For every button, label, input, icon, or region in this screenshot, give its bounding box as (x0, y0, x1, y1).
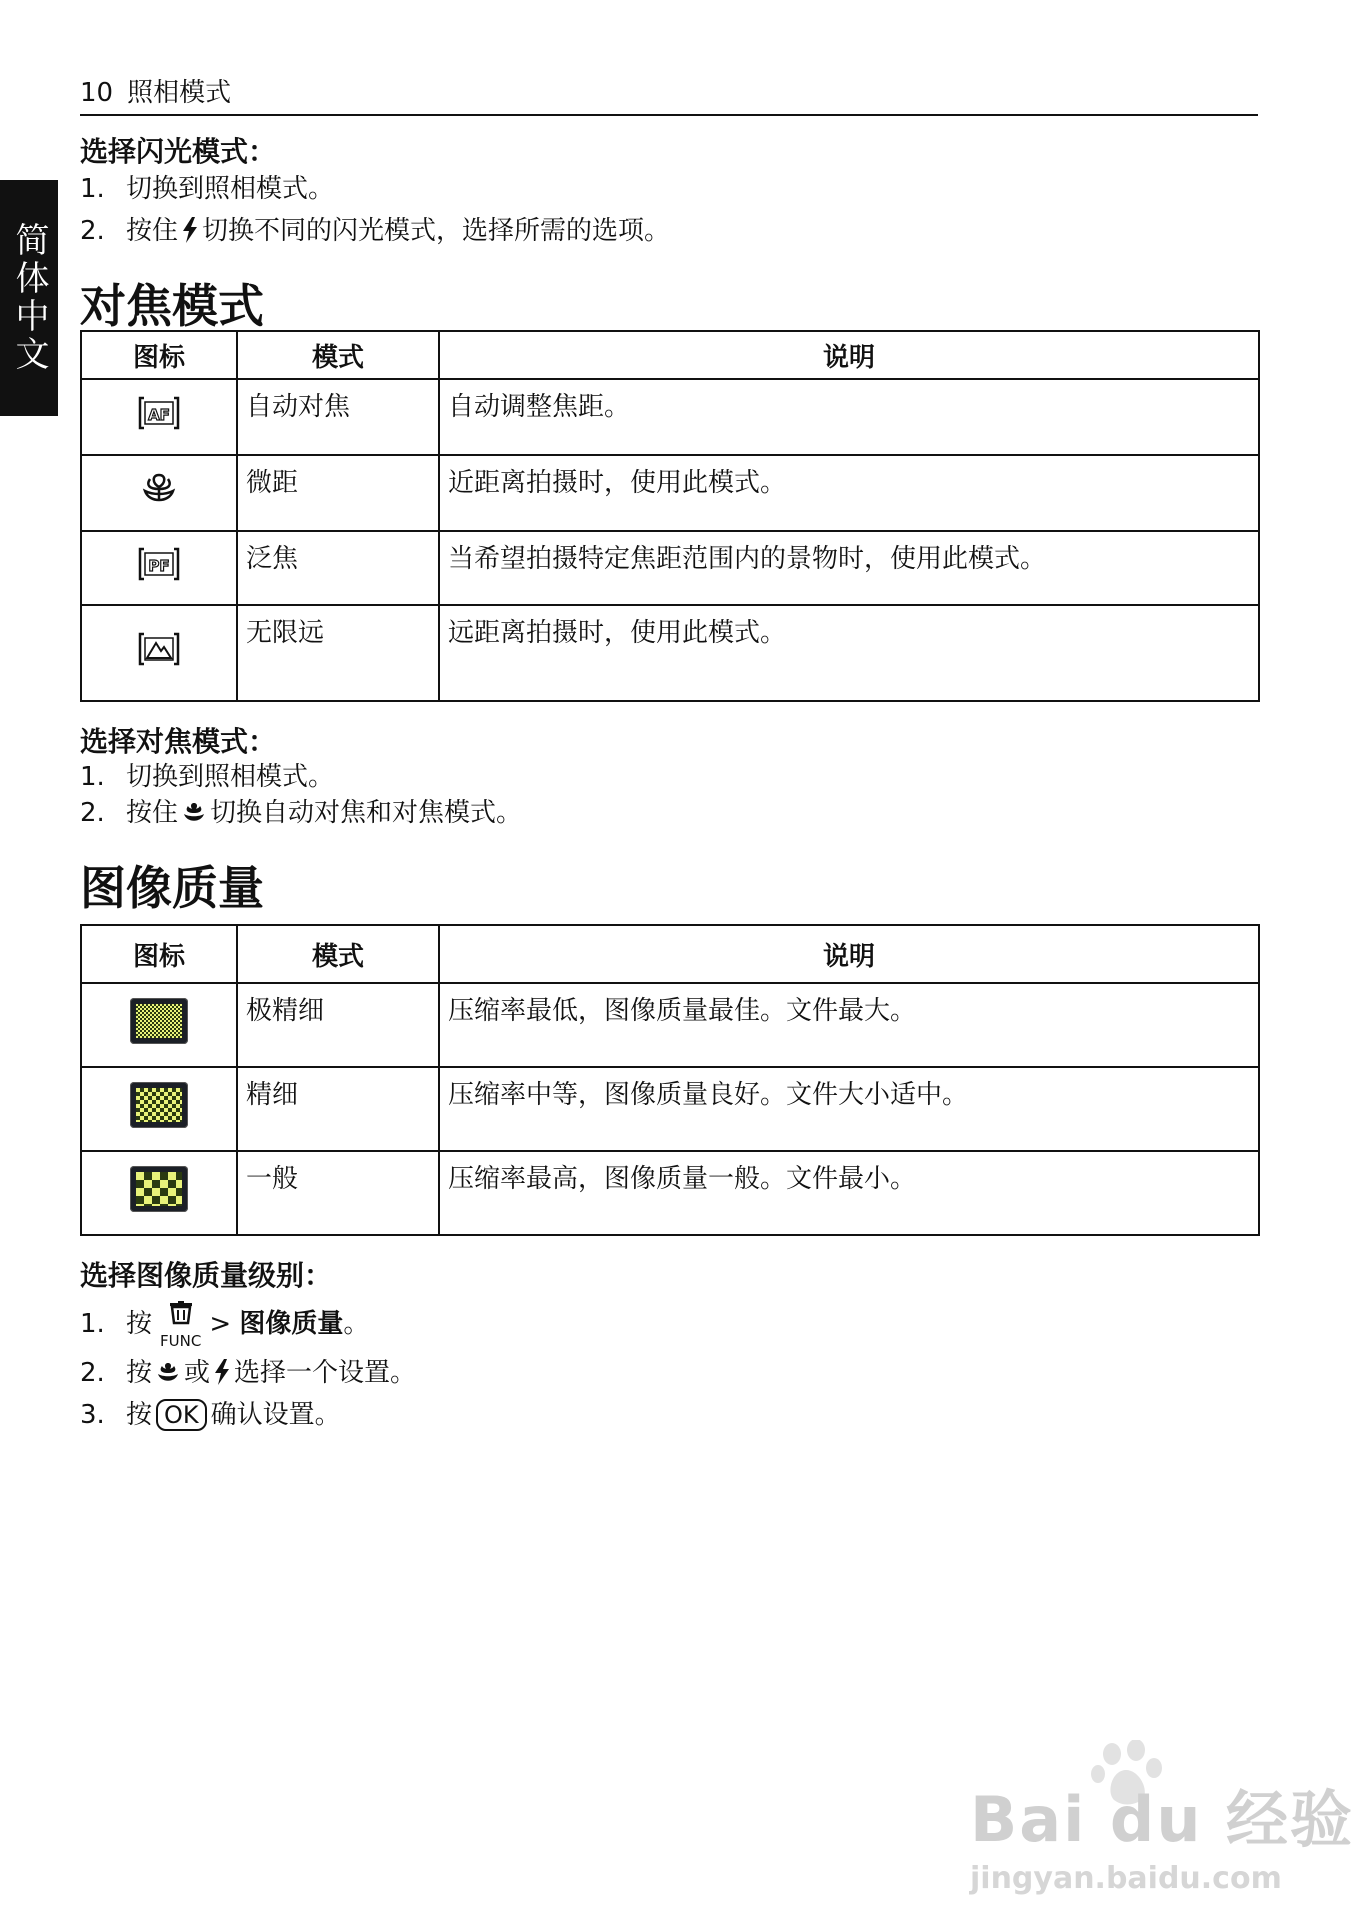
func-label: FUNC (160, 1332, 202, 1350)
flash-step-2 (80, 214, 670, 248)
table-header-row (81, 331, 1259, 379)
macro-icon (81, 455, 237, 531)
language-side-tab (0, 180, 58, 416)
af-icon (81, 379, 237, 455)
step-text-pre: 按 (126, 1358, 153, 1388)
baidu-watermark (970, 1770, 1354, 1896)
quality-step-2 (80, 1356, 416, 1390)
step-text-post: 确认设置。 (210, 1400, 341, 1430)
focus-step-2 (80, 796, 522, 830)
language-label: 简体中文 (9, 222, 49, 374)
quality-step-1 (80, 1300, 369, 1348)
col-header-desc: 说明 (439, 331, 1259, 379)
step-text-pre: 按 (126, 1400, 153, 1430)
flash-subtitle: 选择闪光模式： (80, 135, 277, 168)
table-header-row (81, 925, 1259, 983)
super-fine-icon (81, 983, 237, 1067)
normal-icon (81, 1151, 237, 1235)
fine-icon (81, 1067, 237, 1151)
step-text-pre: 按住 (126, 216, 179, 246)
table-row (81, 455, 1259, 531)
page-number: 10 (80, 78, 114, 108)
table-row (81, 379, 1259, 455)
func-button (160, 1300, 201, 1348)
quality-table (80, 924, 1260, 1236)
mode-cell: 精细 (237, 1067, 439, 1151)
desc-cell: 压缩率最低，图像质量最佳。文件最大。 (439, 983, 1259, 1067)
pf-icon (81, 531, 237, 605)
desc-cell: 近距离拍摄时，使用此模式。 (439, 455, 1259, 531)
step-text-post: 切换自动对焦和对焦模式。 (210, 798, 523, 828)
step-number: 1. (80, 762, 105, 792)
step-number: 3. (80, 1400, 105, 1430)
col-header-desc: 说明 (439, 925, 1259, 983)
watermark-brand: Bai du 经验 (970, 1783, 1355, 1856)
flash-step-1 (80, 172, 334, 206)
quality-step-3 (80, 1398, 341, 1432)
macro-icon (155, 1360, 181, 1386)
infinity-icon (81, 605, 237, 701)
step-text-post: 选择一个设置。 (234, 1358, 417, 1388)
focus-subtitle: 选择对焦模式： (80, 725, 277, 758)
step-text-end: 。 (343, 1309, 370, 1339)
step-number: 1. (80, 174, 105, 204)
table-row (81, 1067, 1259, 1151)
focus-title: 对焦模式 (80, 279, 264, 333)
desc-cell: 压缩率中等，图像质量良好。文件大小适中。 (439, 1067, 1259, 1151)
step-number: 2. (80, 798, 105, 828)
step-text: 切换到照相模式。 (126, 762, 335, 792)
table-row (81, 983, 1259, 1067)
step-text-mid: 或 (184, 1358, 211, 1388)
desc-cell: 压缩率最高，图像质量一般。文件最小。 (439, 1151, 1259, 1235)
mode-cell: 微距 (237, 455, 439, 531)
quality-title: 图像质量 (80, 861, 264, 915)
watermark-url: jingyan.baidu.com (970, 1861, 1282, 1896)
focus-step-1 (80, 760, 334, 794)
table-row (81, 1151, 1259, 1235)
step-text-bold: 图像质量 (239, 1309, 344, 1339)
mode-cell: 无限远 (237, 605, 439, 701)
page-header (80, 76, 1258, 116)
step-text-mid: > (209, 1309, 240, 1339)
mode-cell: 泛焦 (237, 531, 439, 605)
focus-mode-table (80, 330, 1260, 702)
table-row (81, 531, 1259, 605)
desc-cell: 自动调整焦距。 (439, 379, 1259, 455)
step-text-pre: 按 (126, 1309, 153, 1339)
step-text: 切换到照相模式。 (126, 174, 335, 204)
table-row (81, 605, 1259, 701)
svg-text:AF: AF (148, 405, 170, 424)
col-header-icon: 图标 (81, 331, 237, 379)
macro-icon (181, 800, 207, 826)
mode-cell: 一般 (237, 1151, 439, 1235)
step-text-pre: 按住 (126, 798, 179, 828)
quality-subtitle: 选择图像质量级别： (80, 1259, 333, 1292)
ok-button-icon: OK (156, 1399, 207, 1431)
header-title: 照相模式 (127, 78, 232, 108)
flash-icon (181, 216, 199, 244)
mode-cell: 极精细 (237, 983, 439, 1067)
col-header-icon: 图标 (81, 925, 237, 983)
checker-fine-pattern (136, 1004, 182, 1038)
step-number: 2. (80, 216, 105, 246)
svg-text:PF: PF (148, 556, 170, 575)
step-number: 2. (80, 1358, 105, 1388)
col-header-mode: 模式 (237, 925, 439, 983)
desc-cell: 当希望拍摄特定焦距范围内的景物时，使用此模式。 (439, 531, 1259, 605)
col-header-mode: 模式 (237, 331, 439, 379)
mode-cell: 自动对焦 (237, 379, 439, 455)
flash-icon (213, 1358, 231, 1386)
step-text-post: 切换不同的闪光模式，选择所需的选项。 (202, 216, 671, 246)
trash-icon (167, 1301, 195, 1325)
desc-cell: 远距离拍摄时，使用此模式。 (439, 605, 1259, 701)
step-number: 1. (80, 1309, 105, 1339)
